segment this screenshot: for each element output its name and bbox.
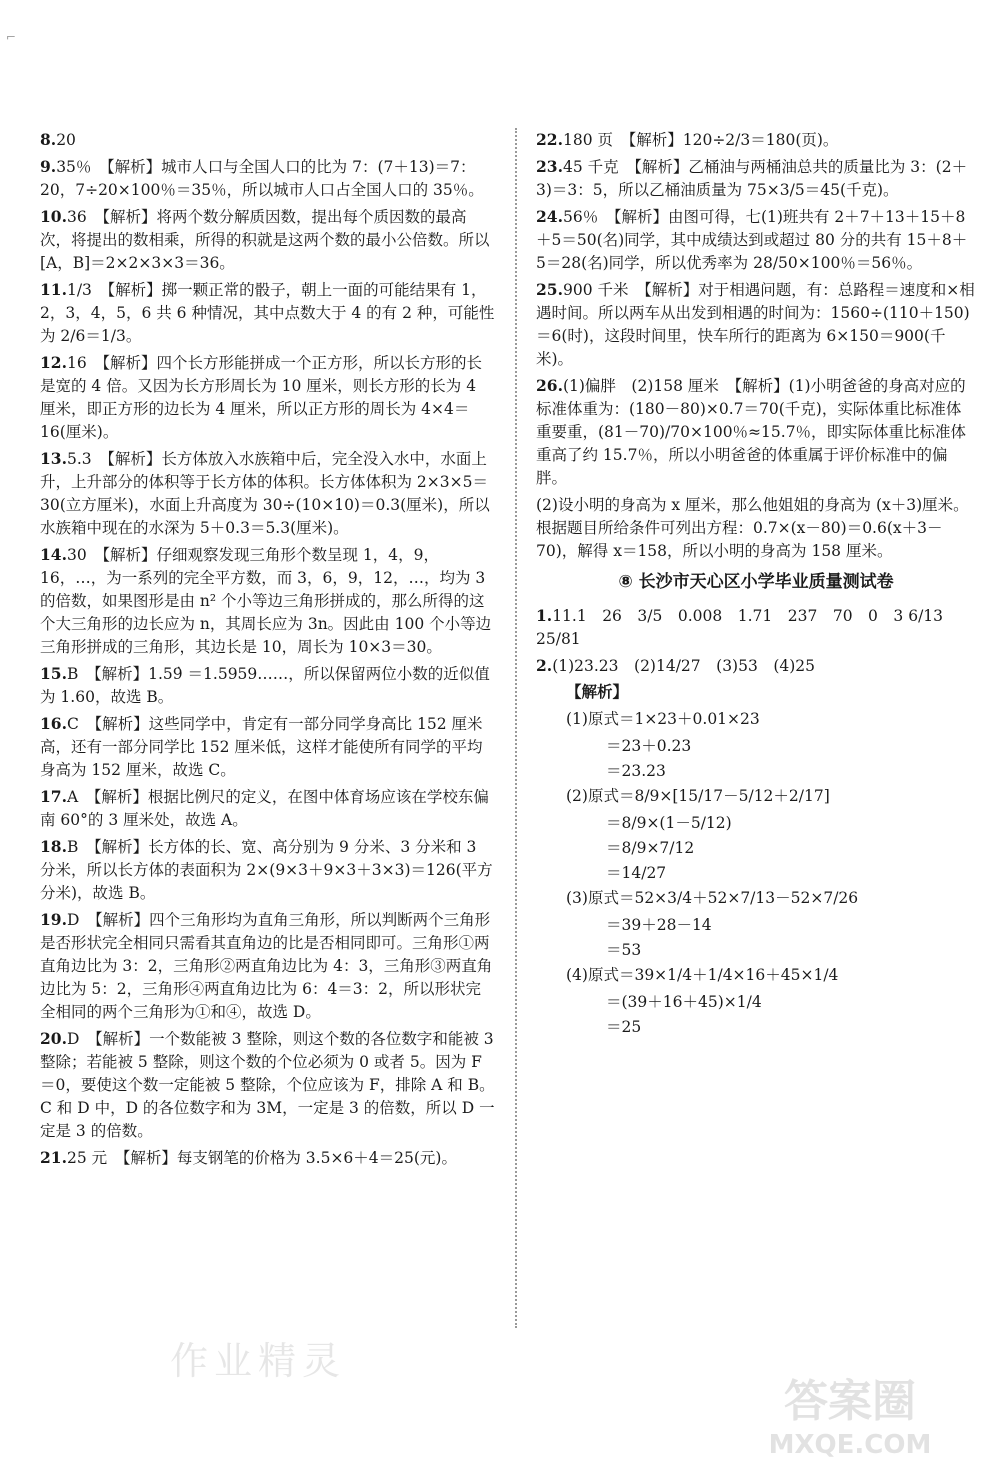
watermark-site-text: MXQE.COM (768, 1430, 932, 1460)
calc-line: ＝8/9×(1－5/12) (606, 814, 732, 832)
column-divider (515, 128, 517, 1328)
calc-line: ＝14/27 (606, 864, 667, 882)
calc-line: ＝23＋0.23 (606, 737, 692, 755)
calc-line: ＝39＋28－14 (606, 916, 712, 934)
answer-item: (2)设小明的身高为 x 厘米，那么他姐姐的身高为 (x＋3)厘米。根据题目所给条件可列出方程：0.7×(x－80)＝0.6(x＋3－70)，解得 x＝158，所以小明的身高为 158 厘米。 (536, 496, 969, 560)
answer-item: 22.180 页 【解析】120÷2/3＝180(页)。 (536, 130, 839, 149)
answer-item: 24.56％ 【解析】由图可得，七(1)班共有 2＋7＋13＋15＋8＋5＝50(名)同学，其中成绩达到或超过 80 分的共有 15＋8＋5＝28(名)同学，所以优秀率为 28/50×100％＝56％。 (536, 207, 968, 272)
answer-item: 21.25 元 【解析】每支钢笔的价格为 3.5×6＋4＝25(元)。 (40, 1148, 457, 1167)
answer-item: 11.1/3 【解析】掷一颗正常的骰子，朝上一面的可能结果有 1，2，3，4，5，6 共 6 种情况，其中点数大于 4 的有 2 种，可能性为 2/6＝1/3。 (40, 280, 495, 345)
answer-item: 14.30 【解析】仔细观察发现三角形个数呈现 1，4，9，16，…，为一系列的完全平方数，而 3，6，9，12，…，均为 3 的倍数，如果图形是由 n² 个小等边三角形拼成的，那么所得的这个大三角形的边长应为 n，其周长应为 3n。因此由 100 个小等边三角形拼成的三角形，其边长是 10，周长为 10×3＝30。 (40, 545, 492, 656)
calc-line: (3)原式＝52×3/4＋52×7/13－52×7/26 (566, 889, 859, 907)
watermark-text: 作业精灵 (170, 1339, 347, 1383)
crop-mark: ⌐ (6, 30, 17, 44)
left-column (40, 128, 496, 1173)
answer-item: 26.(1)偏胖 (2)158 厘米 【解析】(1)小明爸爸的身高对应的标准体重为：(180－80)×0.7＝70(千克)，实际体重比标准体重要重，(81－70)/70×100％≈15.7％，即实际体重比标准体重高了约 15.7％，所以小明爸爸的体重属于评价标准中的偏胖。 (536, 376, 967, 487)
calc-line: (4)原式＝39×1/4＋1/4×16＋45×1/4 (566, 966, 839, 984)
answer-item: 1.11.1 26 3/5 0.008 1.71 237 70 0 3 6/13 25/81 (536, 606, 959, 648)
answer-item: 19.D 【解析】四个三角形均为直角三角形，所以判断两个三角形是否形状完全相同只需看其直角边的比是否相同即可。三角形①两直角边比为 3：2，三角形②两直角边比为 4：3，三角形③两直角边比为 5：2，三角形④两直角边比为 6：4＝3：2，所以形状完全相同的两个三角形为①和④，故选 D。 (40, 910, 493, 1021)
answer-item: 12.16 【解析】四个长方形能拼成一个正方形，所以长方形的长是宽的 4 倍。又因为长方形周长为 10 厘米，则长方形的长为 4 厘米，即正方形的边长为 4 厘米，所以正方形的周长为 4×4＝16(厘米)。 (40, 353, 482, 441)
calc-line: (2)原式＝8/9×[15/17－5/12＋2/17] (566, 787, 830, 805)
calc-line: ＝25 (606, 1018, 642, 1036)
answer-item: 8.20 (40, 130, 76, 149)
answer-item: 25.900 千米 【解析】对于相遇问题，有：总路程＝速度和×相遇时间。所以两车从出发到相遇的时间为：1560÷(110＋150)＝6(时)，这段时间里，快车所行的距离为 6×150＝900(千米)。 (536, 280, 975, 368)
analysis-label: 【解析】 (566, 683, 629, 701)
answer-item: 18.B 【解析】长方体的长、宽、高分别为 9 分米、3 分米和 3 分米，所以长方体的表面积为 2×(9×3＋9×3＋3×3)＝126(平方分米)，故选 B。 (40, 837, 493, 902)
answer-item: 9.35％ 【解析】城市人口与全国人口的比为 7：(7＋13)＝7：20，7÷20×100％＝35％，所以城市人口占全国人口的 35％。 (40, 157, 484, 199)
calc-line: ＝(39＋16＋45)×1/4 (606, 993, 762, 1011)
answer-item: 23.45 千克 【解析】乙桶油与两桶油总共的质量比为 3：(2＋3)＝3：5，所以乙桶油质量为 75×3/5＝45(千克)。 (536, 157, 968, 199)
answer-item: 17.A 【解析】根据比例尺的定义，在图中体育场应该在学校东偏南 60°的 3 厘米处，故选 A。 (40, 787, 489, 829)
answer-item: 10.36 【解析】将两个数分解质因数，提出每个质因数的最高次，将提出的数相乘，所得的积就是这两个数的最小公倍数。所以[A，B]＝2×2×3×3＝36。 (40, 207, 490, 272)
calc-line: ＝23.23 (606, 762, 666, 780)
answer-item: 2.(1)23.23 (2)14/27 (3)53 (4)25 (536, 656, 815, 675)
answer-item: 13.5.3 【解析】长方体放入水族箱中后，完全没入水中，水面上升，上升部分的体积等于长方体的体积。长方体体积为 2×3×5＝30(立方厘米)，水面上升高度为 30÷(10×10)＝0.3(厘米)，所以水族箱中现在的水深为 5＋0.3＝5.3(厘米)。 (40, 449, 490, 537)
answer-item: 16.C 【解析】这些同学中，肯定有一部分同学身高比 152 厘米高，还有一部分同学比 152 厘米低，这样才能使所有同学的平均身高为 152 厘米，故选 C。 (40, 714, 483, 779)
answer-item: 20.D 【解析】一个数能被 3 整除，则这个数的各位数字和能被 3 整除；若能被 5 整除，则这个数的个位必须为 0 或者 5。因为 F＝0，要使这个数一定能被 5 整除，个位应该为 F，排除 A 和 B。C 和 D 中，D 的各位数字和为 3M，一定是 3 的倍数，所以 D 一定是 3 的倍数。 (40, 1029, 495, 1140)
calc-line: ＝53 (606, 941, 642, 959)
right-column (536, 128, 976, 1041)
section-title: ⑧ 长沙市天心区小学毕业质量测试卷 (618, 572, 894, 592)
watermark-logo-text: 答案圈 (784, 1376, 916, 1427)
watermark-logo (730, 1361, 970, 1461)
calc-line: ＝8/9×7/12 (606, 839, 695, 857)
answer-item: 15.B 【解析】1.59̇ ＝1.5959……，所以保留两位小数的近似值为 1.60，故选 B。 (40, 664, 490, 706)
calc-line: (1)原式＝1×23＋0.01×23 (566, 710, 760, 728)
